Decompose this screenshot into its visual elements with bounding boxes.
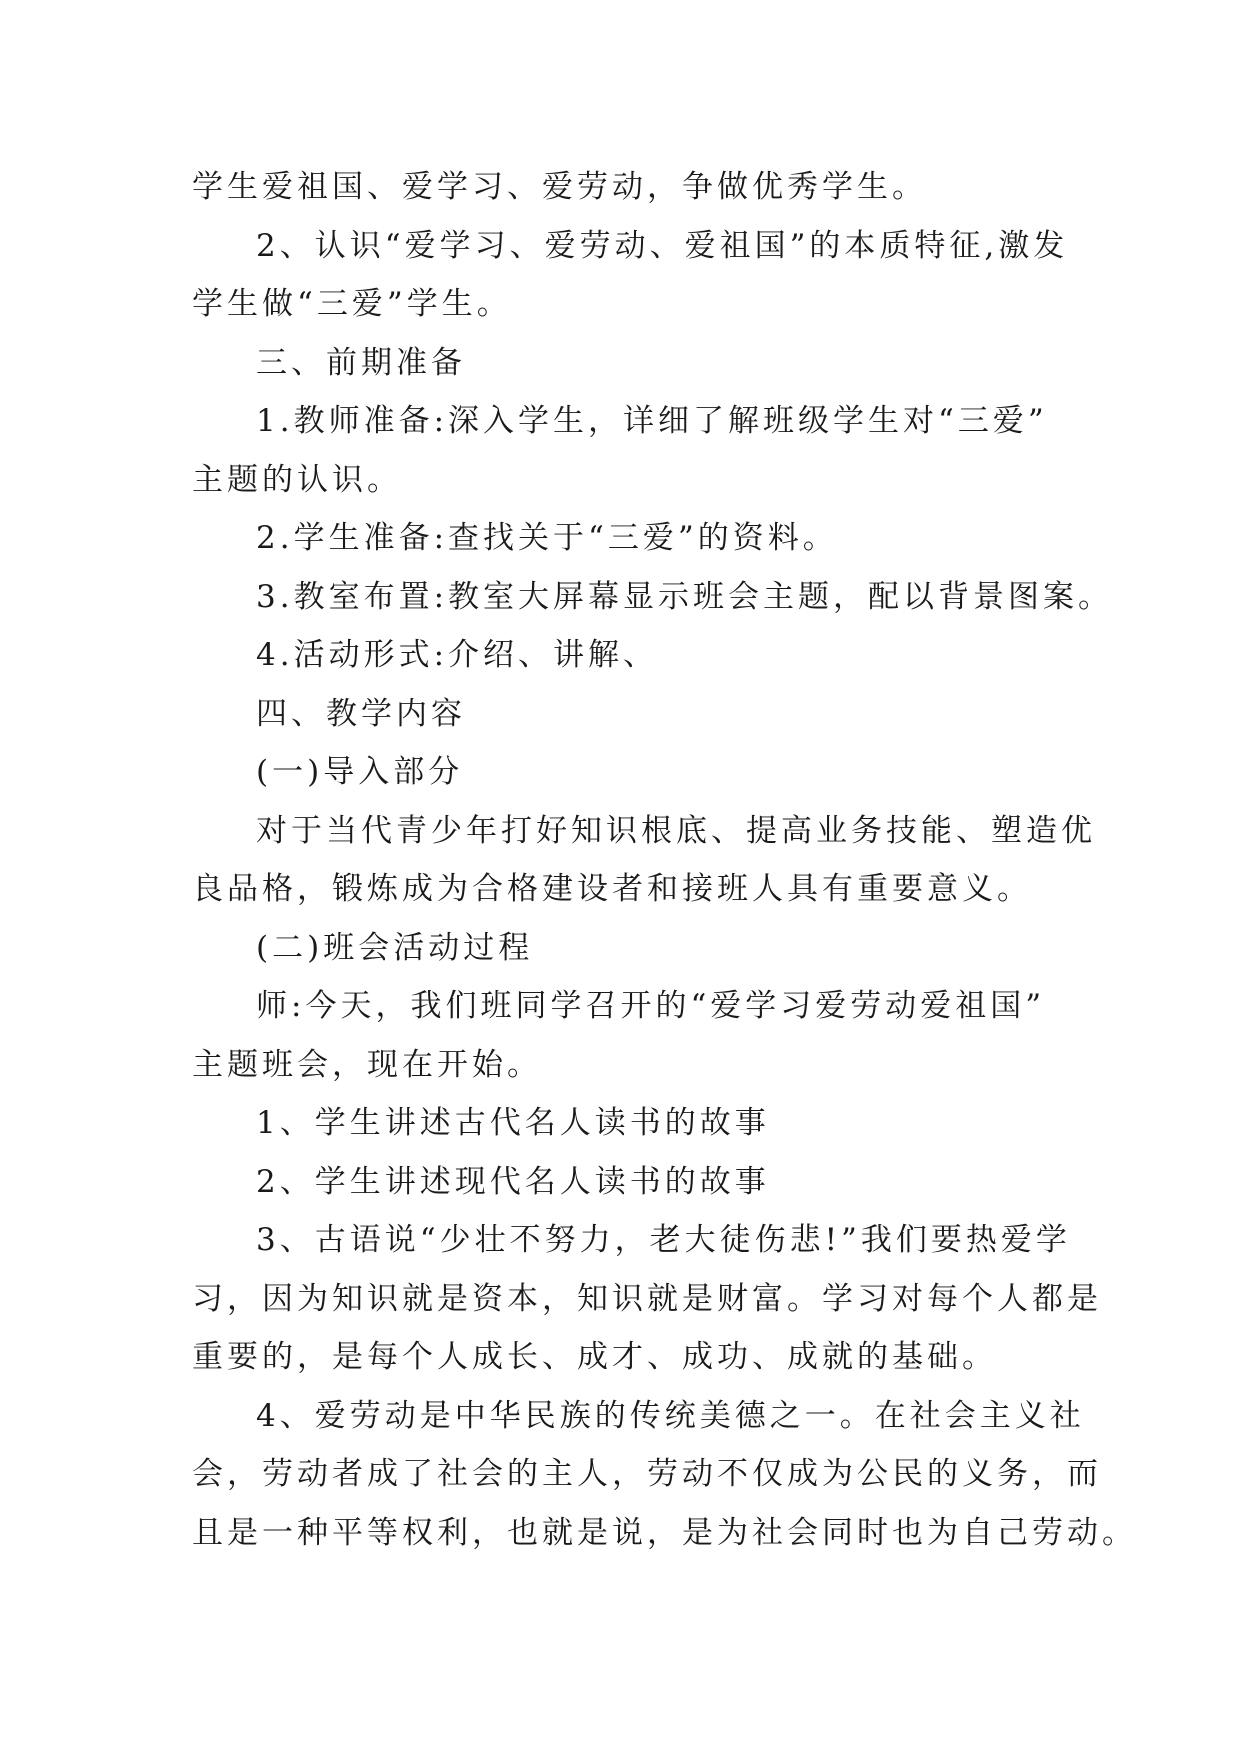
section-heading: 四、教学内容 bbox=[256, 695, 466, 732]
text-line: 重要的，是每个人成长、成才、成功、成就的基础。 bbox=[192, 1339, 997, 1375]
text-line: 4.活动形式:介绍、讲解、 bbox=[256, 637, 659, 673]
document-body bbox=[192, 158, 1137, 1562]
text-line: 2、认识“爱学习、爱劳动、爱祖国”的本质特征,激发 bbox=[256, 227, 1069, 264]
section-heading: 三、前期准备 bbox=[256, 344, 466, 381]
text-line: 3.教室布置:教室大屏幕显示班会主题，配以背景图案。 bbox=[256, 578, 1114, 615]
text-line: 师:今天，我们班同学召开的“爱学习爱劳动爱祖国” bbox=[256, 988, 1046, 1024]
text-line: 习，因为知识就是资本，知识就是财富。学习对每个人都是 bbox=[192, 1280, 1102, 1317]
text-line: 主题班会，现在开始。 bbox=[192, 1046, 542, 1083]
text-line: 2、学生讲述现代名人读书的故事 bbox=[256, 1163, 770, 1200]
text-line: 1、学生讲述古代名人读书的故事 bbox=[256, 1105, 770, 1141]
text-line: 1.教师准备:深入学生，详细了解班级学生对“三爱” bbox=[256, 403, 1048, 439]
subsection-heading: (二)班会活动过程 bbox=[256, 929, 534, 966]
text-line: 良品格，锻炼成为合格建设者和接班人具有重要意义。 bbox=[192, 871, 1032, 907]
text-line: 且是一种平等权利，也就是说，是为社会同时也为自己劳动。 bbox=[192, 1514, 1137, 1551]
text-line: 学生做“三爱”学生。 bbox=[192, 286, 512, 322]
text-line: 对于当代青少年打好知识根底、提高业务技能、塑造优 bbox=[256, 812, 1096, 849]
text-line: 会，劳动者成了社会的主人，劳动不仅成为公民的义务，而 bbox=[192, 1456, 1102, 1492]
text-line: 3、古语说“少壮不努力，老大徒伤悲!”我们要热爱学 bbox=[256, 1222, 1071, 1258]
text-line: 2.学生准备:查找关于“三爱”的资料。 bbox=[256, 520, 838, 556]
subsection-heading: (一)导入部分 bbox=[256, 754, 464, 790]
text-line: 4、爱劳动是中华民族的传统美德之一。在社会主义社 bbox=[256, 1397, 1085, 1434]
text-line: 主题的认识。 bbox=[192, 461, 402, 498]
text-line: 学生爱祖国、爱学习、爱劳动，争做优秀学生。 bbox=[192, 169, 927, 205]
